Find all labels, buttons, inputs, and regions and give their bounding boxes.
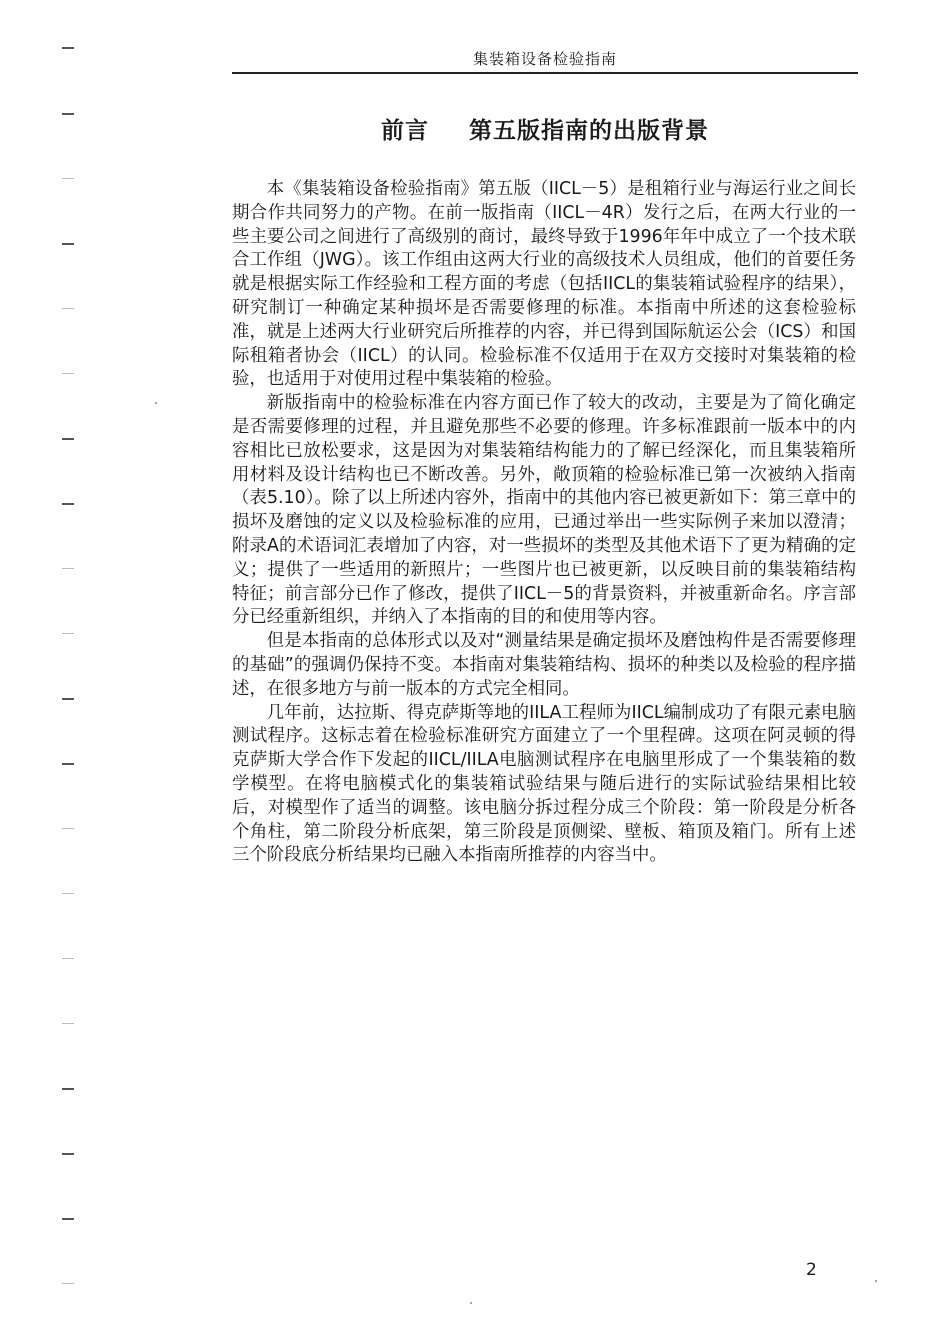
margin-mark	[62, 1283, 74, 1284]
header-rule	[232, 72, 858, 74]
title-main: 第五版指南的出版背景	[469, 118, 709, 144]
page-number: 2	[806, 1260, 817, 1280]
margin-mark	[62, 1153, 74, 1155]
margin-mark	[62, 1218, 74, 1220]
margin-mark	[62, 1088, 74, 1090]
paragraph: 几年前，达拉斯、得克萨斯等地的IILA工程师为IICL编制成功了有限元素电脑测试程序。这标志着在检验标准研究方面建立了一个里程碑。这项在阿灵顿的得克萨斯大学合作下发起的IICL/IILA电脑测试程序在电脑里形成了一个集装箱的数学模型。在将电脑模式化的集装箱试验结果与随后进行的实际试验结果相比较后，对模型作了适当的调整。该电脑分拆过程分成三个阶段：第一阶段是分析各个角柱，第二阶段分析底架，第三阶段是顶侧梁、壁板、箱顶及箱门。所有上述三个阶段底分析结果均已融入本指南所推荐的内容当中。	[232, 702, 856, 866]
margin-mark	[62, 243, 74, 245]
paragraph: 新版指南中的检验标准在内容方面已作了较大的改动，主要是为了简化确定是否需要修理的过程，并且避免那些不必要的修理。许多标准跟前一版本中的内容相比已放松要求，这是因为对集装箱结构能力的了解已经深化，而且集装箱所用材料及设计结构也已不断改善。另外，敞顶箱的检验标准已第一次被纳入指南（表5.10）。除了以上所述内容外，指南中的其他内容已被更新如下：第三章中的损坏及磨蚀的定义以及检验标准的应用，已通过举出一些实际例子来加以澄清；附录A的术语词汇表增加了内容，对一些损坏的类型及其他术语下了更为精确的定义；提供了一些适用的新照片；一些图片也已被更新，以反映目前的集装箱结构特征；前言部分已作了修改，提供了IICL－5的背景资料，并被重新命名。序言部分已经重新组织，并纳入了本指南的目的和使用等内容。	[232, 393, 856, 628]
scan-speck	[875, 1280, 877, 1282]
margin-mark	[62, 438, 74, 440]
margin-mark	[62, 893, 74, 894]
margin-mark	[62, 698, 74, 700]
margin-mark	[62, 503, 74, 505]
margin-mark	[62, 113, 74, 115]
margin-mark	[62, 763, 74, 765]
margin-mark	[62, 828, 74, 829]
body-text	[232, 178, 856, 868]
margin-mark	[62, 633, 74, 634]
margin-mark	[62, 1023, 74, 1024]
paragraph: 本《集装箱设备检验指南》第五版（IICL－5）是租箱行业与海运行业之间长期合作共同努力的产物。在前一版指南（IICL－4R）发行之后，在两大行业的一些主要公司之间进行了高级别的商讨，最终导致于1996年年中成立了一个技术联合工作组（JWG）。该工作组由这两大行业的高级技术人员组成，他们的首要任务就是根据实际工作经验和工程方面的考虑（包括IICL的集装箱试验程序的结果），研究制订一种确定某种损坏是否需要修理的标准。本指南中所述的这套检验标准，就是上述两大行业研究后所推荐的内容，并已得到国际航运公会（ICS）和国际租箱者协会（IICL）的认同。检验标准不仅适用于在双方交接时对集装箱的检验，也适用于对使用过程中集装箱的检验。	[232, 179, 856, 390]
margin-mark	[62, 568, 74, 569]
paragraph: 但是本指南的总体形式以及对“测量结果是确定损坏及磨蚀构件是否需要修理的基础”的强调仍保持不变。本指南对集装箱结构、损坏的种类以及检验的程序描述，在很多地方与前一版本的方式完全相同。	[232, 631, 856, 699]
margin-mark	[62, 308, 74, 309]
scan-speck	[470, 1302, 472, 1304]
scan-speck	[155, 402, 157, 404]
margin-mark	[62, 373, 74, 374]
margin-mark	[62, 958, 74, 959]
margin-mark	[62, 47, 74, 49]
running-header: 集装箱设备检验指南	[472, 50, 617, 68]
title-prefix: 前言	[381, 118, 429, 144]
page-title	[232, 112, 858, 145]
margin-mark	[62, 178, 74, 179]
